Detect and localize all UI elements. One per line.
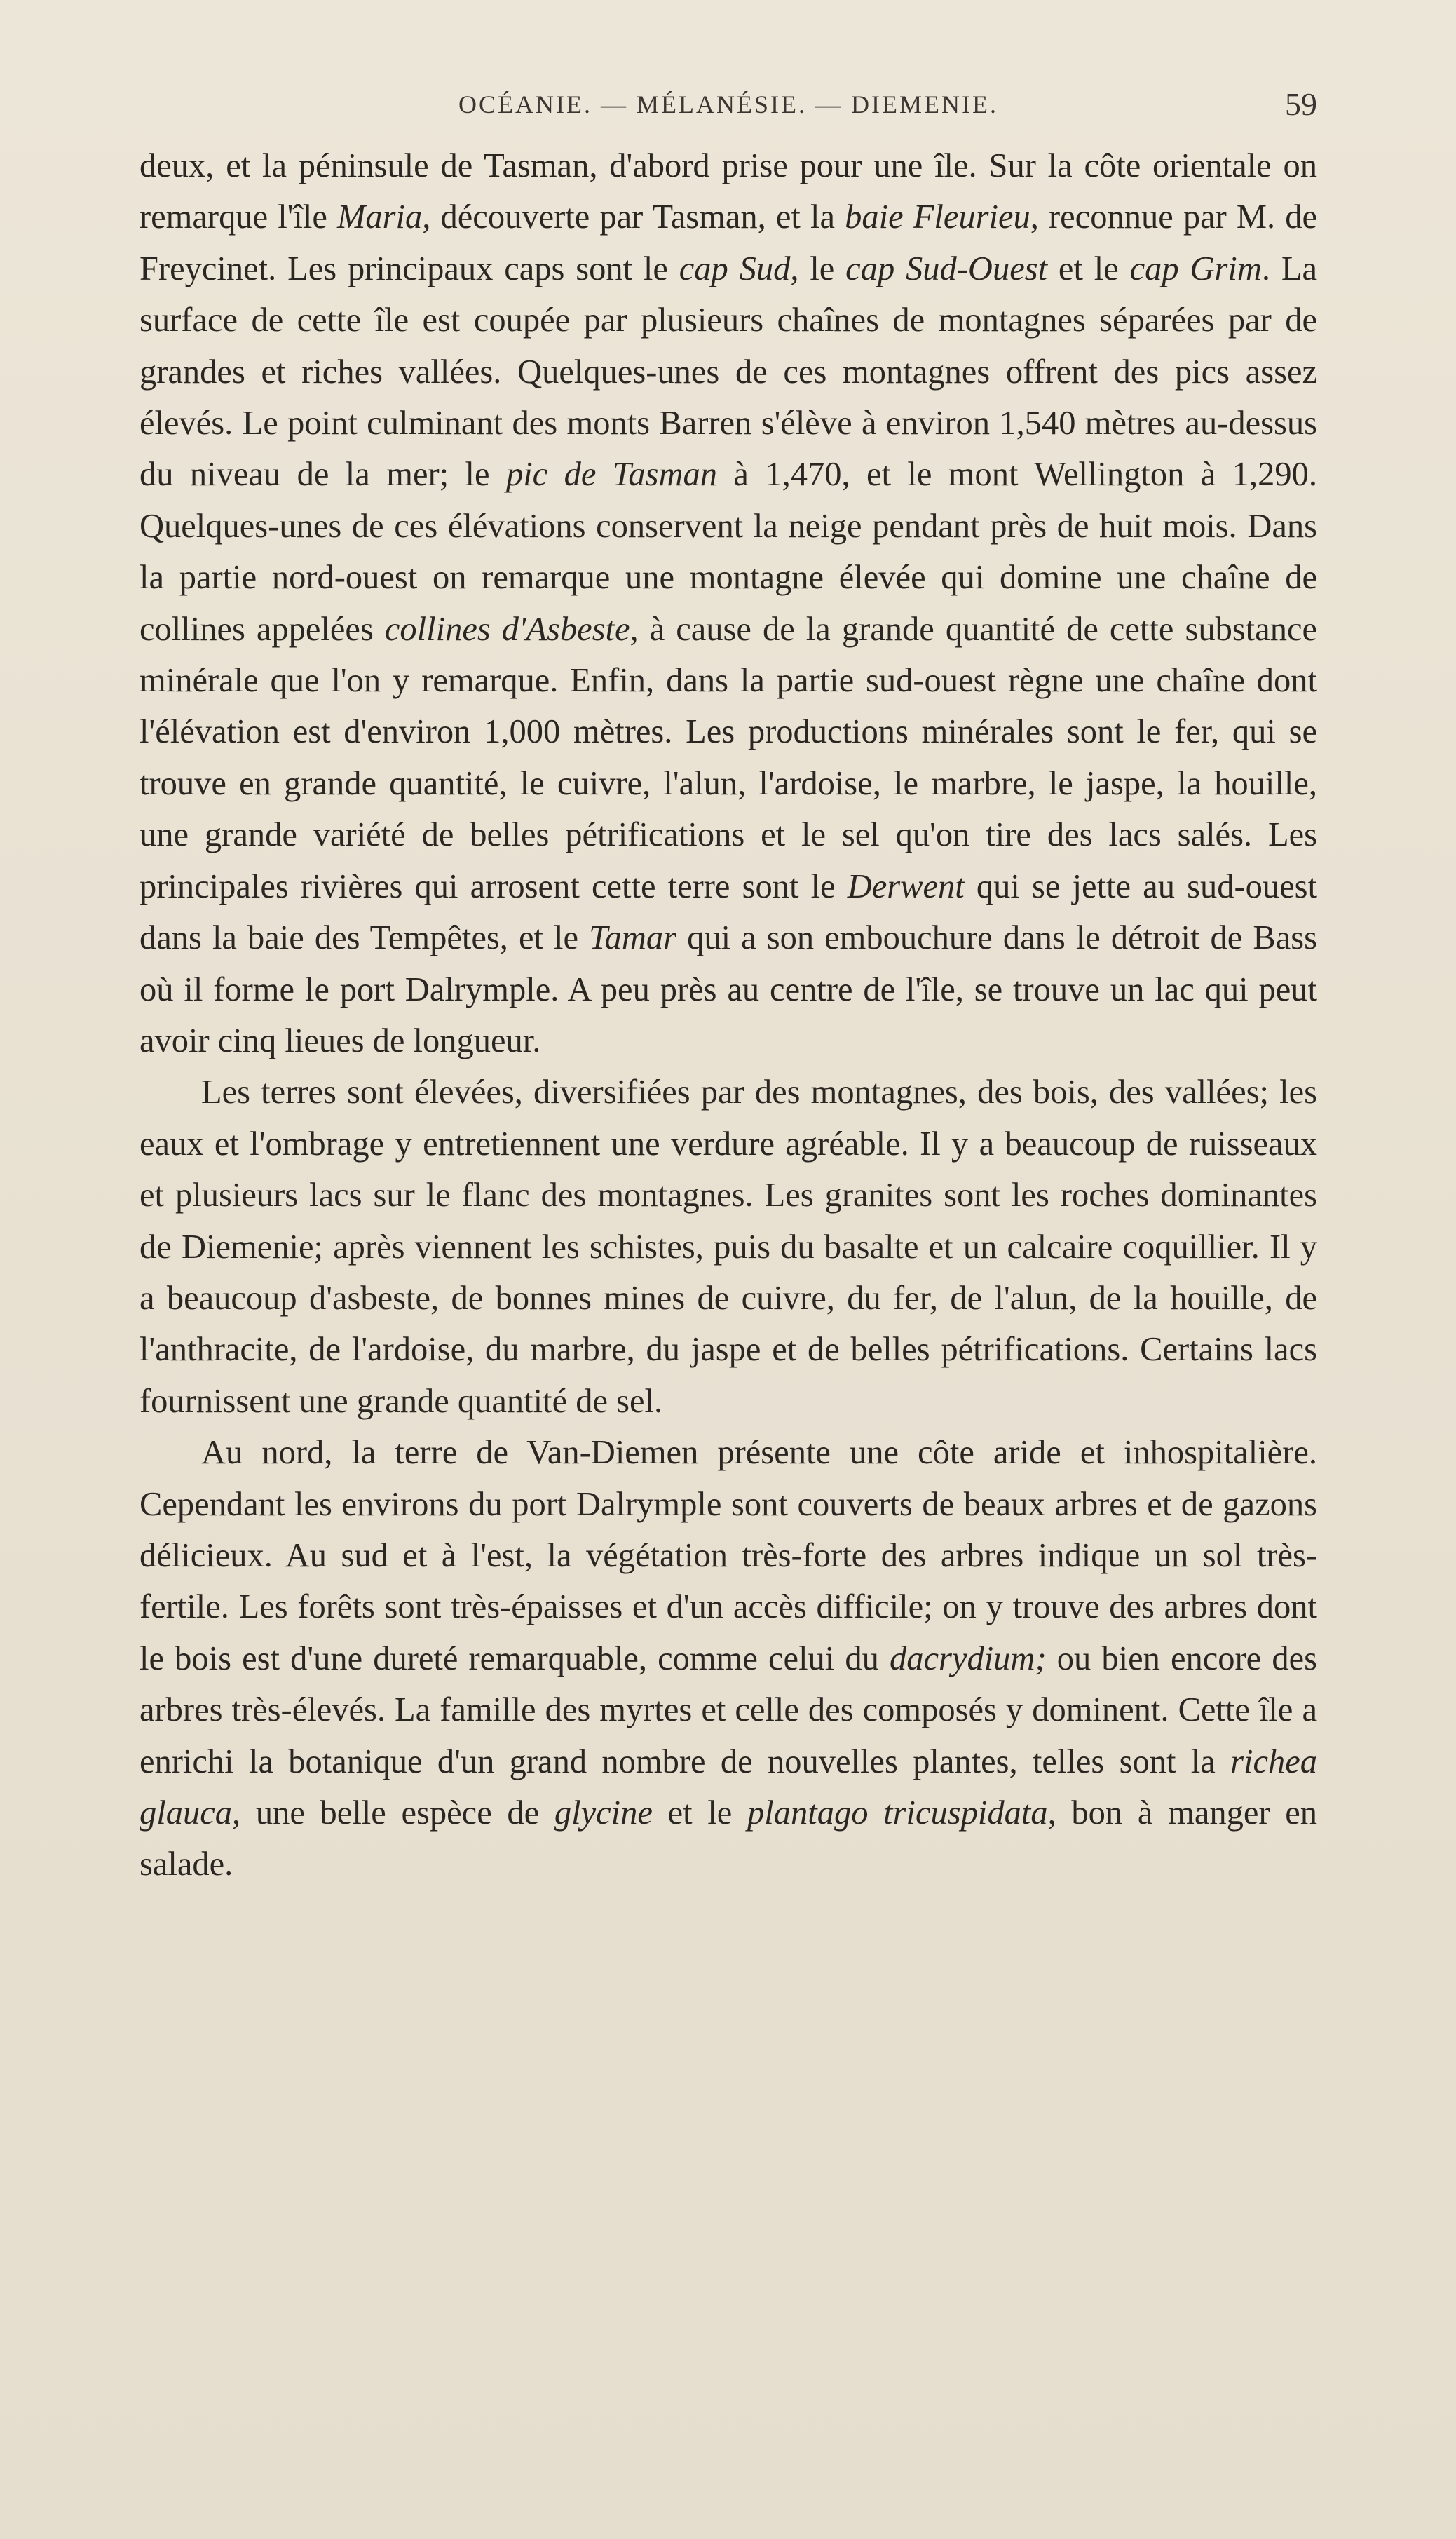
italic-term: collines d'Asbeste (384, 610, 630, 648)
italic-term: richea glauca (140, 1742, 1317, 1832)
text-run: Les terres sont élevées, diversifiées par des montagnes, des bois, des vallées; les eaux et l'ombrage y entretiennent une verdure agréable. Il y a beaucoup de ruisseaux et plusieurs lacs sur le flanc des montagnes. Les granites sont les roches dominantes de Diemenie; après viennent les schistes, puis du basalte et un calcaire coquillier. Il y a beaucoup d'asbeste, de bonnes mines de cuivre, du fer, de l'alun, de la houille, de l'anthracite, de l'ardoise, du marbre, du jaspe et de belles pétrifications. Certains lacs fournissent une grande quantité de sel. (140, 1074, 1317, 1420)
text-run: , reconnue par M. de Freycinet. Les principaux caps sont le (140, 198, 1318, 287)
italic-term: cap Sud (679, 250, 791, 287)
paragraph-1 (140, 140, 1317, 1067)
text-run: et le (1047, 250, 1130, 287)
text-run: . La surface de cette île est coupée par plusieurs chaînes de montagnes séparées par de grandes et riches vallées. Quelques-unes de ces montagnes offrent des pics assez élevés. Le point culminant des monts Barren s'élève à environ 1,540 mètres au-dessus du niveau de la mer; le (140, 250, 1317, 494)
italic-term: cap Grim (1129, 250, 1262, 287)
body-text (140, 140, 1317, 1890)
text-run: , une belle espèce de (232, 1794, 554, 1832)
text-run: , découverte par Tasman, et la (422, 198, 845, 236)
italic-term: plantago tricuspidata (747, 1794, 1048, 1832)
text-run: qui a son embouchure dans le détroit de Bass où il forme le port Dalrymple. A peu près au centre de l'île, se trouve un lac qui peut avoir cinq lieues de longueur. (140, 919, 1317, 1059)
italic-term: cap Sud-Ouest (845, 250, 1048, 287)
italic-term: Maria (337, 198, 423, 236)
italic-term: Derwent (847, 867, 965, 905)
text-run: , à cause de la grande quantité de cette substance minérale que l'on y remarque. Enfin, dans la partie sud-ouest règne une chaîne dont l'élévation est d'environ 1,000 mètres. Les productions minérales sont le fer, qui se trouve en grande quantité, le cuivre, l'alun, l'ardoise, le marbre, le jaspe, la houille, une grande variété de belles pétrifications et le sel qu'on tire des lacs salés. Les principales rivières qui arrosent cette terre sont le (140, 610, 1317, 905)
running-head: OCÉANIE. — MÉLANÉSIE. — DIEMENIE. (458, 90, 998, 119)
text-run: à 1,470, et le mont Wellington à 1,290. Quelques-unes de ces élévations conservent la neige pendant près de huit mois. Dans la partie nord-ouest on remarque une montagne élevée qui domine une chaîne de collines appelées (140, 456, 1317, 648)
page-number: 59 (1285, 86, 1317, 122)
italic-term: glycine (554, 1794, 653, 1832)
text-run: qui se jette au sud-ouest dans la baie des Tempêtes, et le (140, 867, 1317, 957)
text-run: et le (652, 1794, 748, 1832)
text-run: Au nord, la terre de Van-Diemen présente une côte aride et inhospitalière. Cependant les environs du port Dalrymple sont couverts de beaux arbres et de gazons délicieux. Au sud et à l'est, la végétation très-forte des arbres indique un sol très-fertile. Les forêts sont très-épaisses et d'un accès difficile; on y trouve des arbres dont le bois est d'une dureté remarquable, comme celui du (140, 1434, 1317, 1677)
text-run: ou bien encore des arbres très-élevés. La famille des myrtes et celle des composés y dominent. Cette île a enrichi la botanique d'un grand nombre de nouvelles plantes, telles sont la (140, 1639, 1317, 1780)
text-run: , bon à manger en salade. (140, 1794, 1317, 1883)
paragraph-3 (140, 1427, 1317, 1890)
italic-term: Tamar (589, 919, 677, 957)
italic-term: pic de Tasman (505, 456, 717, 494)
italic-term: dacrydium; (890, 1639, 1047, 1677)
page-header (140, 86, 1317, 132)
text-run: , le (790, 250, 846, 287)
italic-term: baie Fleurieu (845, 198, 1030, 236)
paragraph-2 (140, 1067, 1317, 1427)
text-run: deux, et la péninsule de Tasman, d'abord prise pour une île. Sur la côte orientale on remarque l'île (140, 147, 1317, 236)
